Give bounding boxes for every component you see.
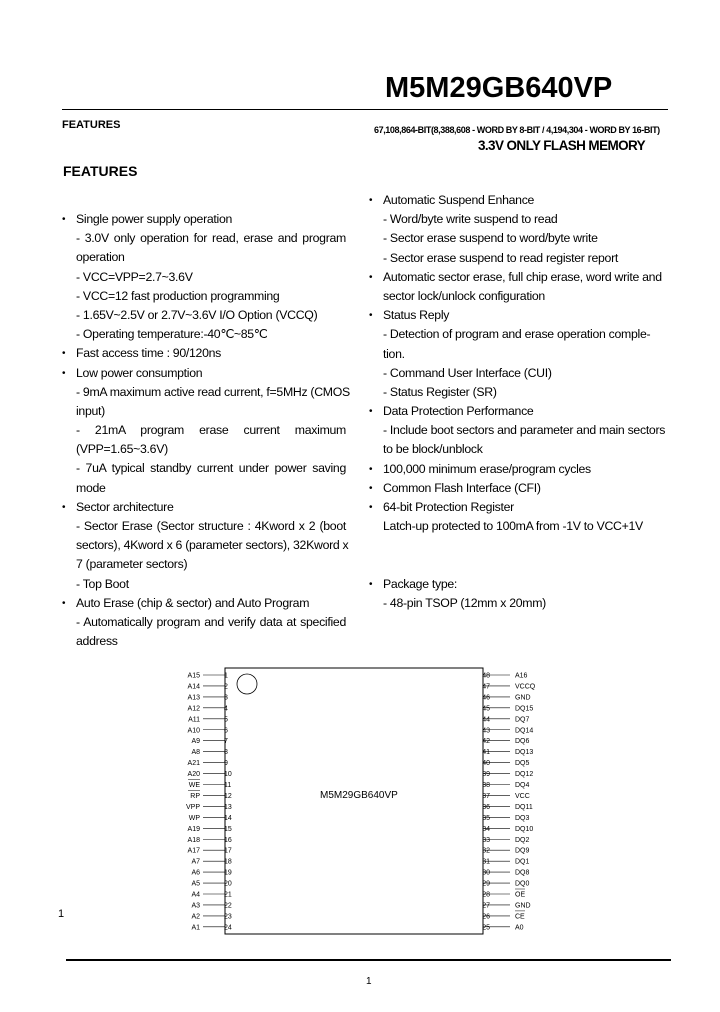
features-left-column — [76, 210, 350, 651]
feature-subline: mode — [76, 480, 106, 495]
right-pin — [482, 738, 529, 745]
pin-number-label: 24 — [224, 924, 232, 932]
pin-signal-label: A14 — [187, 683, 200, 691]
pin-number-label: 2 — [224, 683, 228, 691]
part-number-title: M5M29GB640VP — [385, 72, 613, 104]
right-pin — [482, 870, 529, 877]
pin-signal-label: DQ11 — [515, 803, 533, 811]
feature-bullet-item: • Common Flash Interface (CFI) — [383, 479, 653, 498]
pin-number-label: 42 — [482, 738, 490, 746]
left-pin — [191, 924, 231, 931]
feature-subline: 7 (parameter sectors) — [76, 557, 188, 572]
pin-number-label: 47 — [482, 683, 490, 691]
pin-number-label: 17 — [224, 847, 232, 855]
pin-number-label: 31 — [482, 858, 490, 866]
feature-bullet-item: • Single power supply operation — [76, 210, 346, 229]
right-pin — [482, 716, 529, 723]
feature-subline: - 7uA typical standby current under power saving — [76, 461, 346, 476]
pin-number-label: 28 — [482, 891, 490, 899]
left-pin — [188, 837, 232, 844]
chip-name-label: M5M29GB640VP — [320, 790, 398, 801]
pin-number-label: 46 — [482, 694, 490, 702]
spacer — [383, 536, 653, 555]
pin-signal-label: A12 — [187, 705, 200, 713]
pin-number-label: 19 — [224, 869, 232, 877]
pin-number-label: 41 — [482, 749, 490, 757]
right-pin — [482, 749, 533, 756]
chip-body — [225, 668, 483, 934]
pin-number-label: 48 — [482, 672, 490, 680]
left-pin — [188, 705, 228, 712]
right-pin — [482, 902, 530, 909]
pin-number-label: 10 — [224, 771, 232, 779]
pin-number-label: 12 — [224, 792, 232, 800]
pin-signal-label: VCC — [515, 792, 530, 800]
feature-subline: - Word/byte write suspend to read — [383, 212, 558, 227]
left-pin — [189, 815, 232, 822]
pin-signal-label: GND — [515, 694, 531, 702]
pin-signal-label: GND — [515, 902, 531, 910]
right-pin — [482, 848, 529, 855]
right-pin — [482, 694, 530, 701]
left-pin — [191, 892, 231, 899]
feature-bullet-item: • Fast access time : 90/120ns — [76, 344, 346, 363]
feature-subline: - VCC=VPP=2.7~3.6V — [76, 269, 193, 284]
pin-signal-label: DQ9 — [515, 847, 530, 855]
left-pin — [191, 749, 228, 756]
pin-number-label: 20 — [224, 880, 232, 888]
right-pin-group — [482, 673, 536, 932]
feature-subline: input) — [76, 403, 105, 418]
pin-signal-label: DQ15 — [515, 705, 534, 713]
left-pin — [186, 804, 232, 811]
right-pin — [482, 705, 533, 712]
right-pin — [482, 727, 533, 734]
pin-number-label: 14 — [224, 814, 232, 822]
feature-subline: - Command User Interface (CUI) — [383, 365, 552, 380]
pin-number-label: 3 — [224, 694, 228, 702]
left-pin — [191, 859, 231, 866]
pin-number-label: 30 — [482, 869, 490, 877]
feature-subline: - Top Boot — [76, 576, 129, 591]
pin-signal-label: DQ0 — [515, 880, 530, 888]
feature-subline: - 1.65V~2.5V or 2.7V~3.6V I/O Option (VCCQ) — [76, 307, 318, 322]
pin-signal-label: A10 — [187, 727, 200, 735]
pin-signal-label: DQ4 — [515, 782, 530, 789]
page-number: 1 — [366, 976, 372, 987]
pin-signal-label: DQ3 — [515, 814, 530, 822]
pin-signal-label: A2 — [191, 913, 200, 921]
right-pin — [482, 683, 536, 690]
pin-signal-label: A19 — [187, 825, 200, 833]
pin-number-label: 33 — [482, 836, 490, 844]
feature-subline: - Status Register (SR) — [383, 384, 497, 399]
left-pin — [191, 902, 231, 909]
pin-signal-label: VPP — [185, 803, 200, 811]
pin-signal-label: A1 — [191, 924, 200, 932]
pin-signal-label: A15 — [187, 672, 200, 680]
pin-signal-label: A0 — [515, 924, 524, 932]
feature-subline: - Automatically program and verify data at specified — [76, 614, 346, 629]
pin-signal-label: CE — [515, 913, 525, 921]
feature-subline: address — [76, 634, 118, 649]
feature-subline: - VCC=12 fast production programming — [76, 288, 280, 303]
left-pin — [188, 826, 232, 833]
spacer — [383, 556, 653, 575]
feature-subline: - Sector erase suspend to read register report — [383, 250, 618, 265]
feature-bullet-item: • Package type: — [383, 575, 653, 594]
feature-bullet-item: • Low power consumption — [76, 364, 346, 383]
left-pin — [188, 771, 232, 778]
pin-signal-label: DQ2 — [515, 836, 530, 844]
pin-signal-label: DQ14 — [515, 727, 534, 735]
pin-number-label: 7 — [224, 738, 228, 746]
feature-subline: - Detection of program and erase operation comple- — [383, 327, 651, 342]
pin-number-label: 18 — [224, 858, 232, 866]
pin-number-label: 39 — [482, 771, 490, 779]
pin-number-label: 32 — [482, 847, 490, 855]
feature-subline: to be block/unblock — [383, 442, 483, 457]
pin-number-label: 15 — [224, 825, 232, 833]
feature-subline: operation — [76, 250, 125, 265]
left-pin — [188, 683, 228, 690]
right-pin — [482, 793, 530, 800]
left-pin — [188, 848, 232, 855]
feature-subline: - Operating temperature:-40℃~85℃ — [76, 327, 268, 342]
right-pin — [482, 889, 525, 899]
pin-number-label: 40 — [482, 760, 490, 768]
feature-subline: Latch-up protected to 100mA from -1V to VCC+1V — [383, 519, 643, 534]
right-pin — [482, 673, 527, 680]
left-pin — [191, 870, 231, 877]
header-main-title: 3.3V ONLY FLASH MEMORY — [478, 138, 646, 153]
features-right-column — [383, 191, 666, 613]
pin-number-label: 4 — [224, 705, 228, 713]
right-pin — [482, 804, 533, 811]
pin-signal-label: DQ8 — [515, 869, 530, 877]
feature-bullet-item: • Automatic sector erase, full chip erase, word write and — [383, 268, 653, 287]
header-rule — [62, 109, 668, 110]
right-pin — [482, 782, 529, 789]
feature-bullet-item: • Status Reply — [383, 306, 653, 325]
feature-bullet-item: • 100,000 minimum erase/program cycles — [383, 460, 653, 479]
pin-number-label: 16 — [224, 836, 232, 844]
pin-signal-label: A16 — [515, 672, 528, 680]
feature-subline: - Sector erase suspend to word/byte write — [383, 231, 598, 246]
header-section-label: FEATURES — [62, 119, 121, 131]
feature-subline: - 48-pin TSOP (12mm x 20mm) — [383, 595, 546, 610]
pin-number-label: 25 — [482, 924, 490, 932]
pin-number-label: 44 — [482, 716, 490, 724]
footer-rule — [66, 959, 671, 961]
pin-signal-label: DQ5 — [515, 760, 530, 768]
feature-subline: - Include boot sectors and parameter and main sectors — [383, 423, 666, 438]
feature-bullet-item: • Data Protection Performance — [383, 402, 653, 421]
pin-signal-label: DQ13 — [515, 749, 534, 757]
pin-signal-label: DQ6 — [515, 738, 530, 746]
pin-signal-label: A13 — [187, 694, 200, 702]
pin-number-label: 5 — [224, 716, 228, 724]
left-pin — [188, 694, 228, 701]
feature-subline: (VPP=1.65~3.6V) — [76, 442, 168, 457]
side-page-number: 1 — [58, 908, 65, 920]
left-pin — [188, 727, 228, 734]
pin-signal-label: DQ7 — [515, 716, 530, 724]
pin-signal-label: OE — [515, 891, 526, 899]
feature-subline: sector lock/unlock configuration — [383, 288, 545, 303]
pin-number-label: 27 — [482, 902, 490, 910]
left-pin — [191, 913, 231, 920]
feature-bullet-item: • Auto Erase (chip & sector) and Auto Program — [76, 594, 346, 613]
pin-signal-label: A6 — [191, 869, 200, 877]
right-pin — [482, 859, 529, 866]
left-pin — [188, 673, 228, 680]
pin-signal-label: A3 — [191, 902, 200, 910]
feature-subline: - 9mA maximum active read current, f=5MHz (CMOS — [76, 384, 350, 399]
pin1-marker — [237, 674, 257, 694]
right-pin — [482, 881, 529, 888]
pin-signal-label: VCCQ — [515, 683, 536, 691]
left-pin — [188, 716, 228, 723]
feature-subline: - Sector Erase (Sector structure : 4Kword x 2 (boot — [76, 519, 346, 533]
feature-subline: sectors), 4Kword x 6 (parameter sectors), 32Kword x — [76, 538, 349, 553]
pin-signal-label: DQ10 — [515, 825, 534, 833]
pin-signal-label: A5 — [191, 880, 200, 888]
pin-signal-label: WE — [188, 782, 200, 789]
pin-number-label: 6 — [224, 727, 228, 735]
pin-signal-label: RP — [190, 792, 200, 800]
pin-number-label: 36 — [482, 803, 490, 811]
pin-number-label: 13 — [224, 803, 232, 811]
feature-bullet-item: • Automatic Suspend Enhance — [383, 191, 653, 210]
pin-signal-label: DQ12 — [515, 771, 534, 779]
left-pin — [188, 760, 228, 767]
pin-signal-label: A18 — [187, 836, 200, 844]
pin-number-label: 22 — [224, 902, 232, 910]
header-subtitle: 67,108,864-BIT(8,388,608 - WORD BY 8-BIT / 4,194,304 - WORD BY 16-BIT) — [374, 125, 660, 135]
pin-signal-label: A11 — [188, 716, 200, 724]
right-pin — [482, 826, 533, 833]
pin-number-label: 9 — [224, 760, 228, 768]
pin-signal-label: A8 — [191, 749, 200, 757]
pin-number-label: 21 — [224, 891, 232, 899]
pin-signal-label: A21 — [187, 760, 200, 768]
right-pin — [482, 771, 533, 778]
left-pin — [191, 738, 228, 745]
feature-bullet-item: • 64-bit Protection Register — [383, 498, 653, 517]
pin-number-label: 45 — [482, 705, 490, 713]
pin-signal-label: A9 — [191, 738, 200, 746]
pin-diagram — [180, 665, 536, 935]
feature-bullet-item: • Sector architecture — [76, 498, 346, 517]
right-pin — [482, 815, 529, 822]
pin-signal-label: A4 — [191, 891, 200, 899]
pin-number-label: 38 — [482, 782, 490, 789]
left-pin — [191, 881, 231, 888]
right-pin — [482, 760, 529, 767]
pin-number-label: 26 — [482, 913, 490, 921]
pin-signal-label: DQ1 — [515, 858, 530, 866]
feature-subline: - 3.0V only operation for read, erase and program — [76, 231, 346, 246]
pin-number-label: 23 — [224, 913, 232, 921]
right-pin — [482, 837, 529, 844]
pin-number-label: 11 — [224, 782, 232, 789]
pin-signal-label: A17 — [187, 847, 200, 855]
right-pin — [482, 911, 525, 921]
pin-number-label: 34 — [482, 825, 490, 833]
pin-number-label: 1 — [224, 672, 228, 680]
pin-signal-label: A7 — [191, 858, 200, 866]
pin-signal-label: A20 — [187, 771, 200, 779]
pin-number-label: 43 — [482, 727, 490, 735]
pin-number-label: 35 — [482, 814, 490, 822]
right-pin — [482, 924, 523, 931]
pin-number-label: 37 — [482, 792, 490, 800]
pin-number-label: 29 — [482, 880, 490, 888]
pin-signal-label: WP — [188, 814, 200, 822]
pin-number-label: 8 — [224, 749, 228, 757]
feature-subline: - 21mA program erase current maximum — [76, 423, 346, 438]
features-heading: FEATURES — [63, 163, 138, 179]
feature-subline: tion. — [383, 346, 405, 361]
